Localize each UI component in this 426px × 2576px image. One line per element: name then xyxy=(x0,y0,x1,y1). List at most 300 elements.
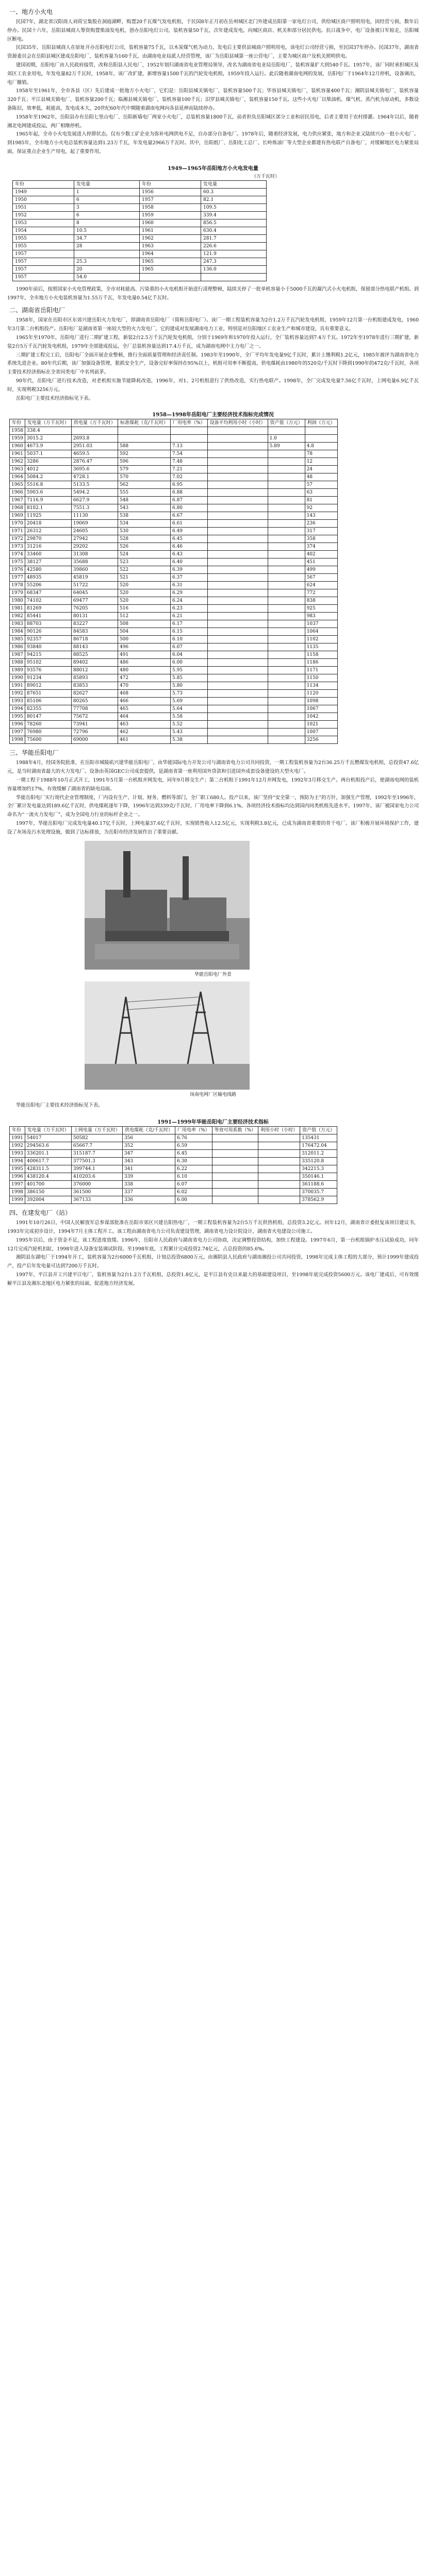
table-cell: 1965 xyxy=(140,265,201,273)
table-row xyxy=(10,582,338,589)
table-cell: 342215.3 xyxy=(300,1165,337,1173)
table-title: 1991—1999年华能岳阳电厂主要经济技术指标 xyxy=(157,1120,269,1126)
paragraph: 湘阴县东湖电厂于1994年开工，装机容量为2台6000千瓦机组，计划总投资6800万元，由湘阴县人民政府与湖南湘投公司共同投资，1998年完成主体工程的大部分，预计1999年建成投产，投产后年发电量可达到7200万千瓦时。 xyxy=(7,1255,419,1269)
table-cell: 92 xyxy=(305,504,337,512)
table-cell: 69477 xyxy=(71,597,118,605)
table-cell: 11130 xyxy=(71,512,118,520)
table-cell: 7.54 xyxy=(170,450,207,458)
table-cell: 1954 xyxy=(13,227,74,234)
table-row xyxy=(10,497,338,504)
table-cell: 7551.3 xyxy=(71,504,118,512)
table-cell: 34.7 xyxy=(74,234,140,242)
table-cell: 6.67 xyxy=(170,512,207,520)
table-cell: 85441 xyxy=(25,613,71,620)
table-cell xyxy=(212,1158,258,1165)
table-cell: 88143 xyxy=(71,643,118,651)
table-cell xyxy=(268,605,305,613)
table-cell xyxy=(212,1134,258,1142)
table-cell: 1134 xyxy=(305,682,337,690)
table-row xyxy=(10,605,338,613)
table-cell: 87651 xyxy=(25,690,71,698)
table-cell: 5.58 xyxy=(170,713,207,721)
table-cell xyxy=(207,628,268,636)
table-cell xyxy=(258,1165,300,1173)
table-cell xyxy=(212,1173,258,1181)
huaneng-indicator-table xyxy=(9,1126,337,1204)
table-cell xyxy=(258,1158,300,1165)
table-header-cell: 发电量 xyxy=(201,180,267,188)
table-cell xyxy=(268,651,305,659)
table-cell: 1007 xyxy=(305,728,337,736)
table-cell: 80265 xyxy=(71,698,118,705)
table-cell xyxy=(212,1189,258,1196)
table-cell: 2693.8 xyxy=(71,435,118,443)
table-cell: 6.31 xyxy=(170,582,207,589)
table-header-cell: 厂用电率（%） xyxy=(175,1127,212,1134)
table-cell: 19069 xyxy=(71,520,118,528)
table-cell: 1021 xyxy=(305,721,337,728)
table-cell: 3286 xyxy=(25,458,71,466)
table-cell: 6.07 xyxy=(170,643,207,651)
table-cell: 1968 xyxy=(10,504,25,512)
table-cell: 461 xyxy=(118,736,170,744)
table-cell: 339 xyxy=(122,1173,175,1181)
table-cell: 91234 xyxy=(25,674,71,682)
table-cell xyxy=(268,620,305,628)
table-cell xyxy=(268,582,305,589)
table-cell: 451 xyxy=(305,558,337,566)
table-cell: 143 xyxy=(305,512,337,520)
table-row xyxy=(10,667,338,674)
table-cell: 504 xyxy=(118,628,170,636)
section-title-under-construction: 四、在建发电厂（站） xyxy=(9,1209,72,1217)
table-cell: 6.61 xyxy=(170,520,207,528)
table-row xyxy=(10,450,338,458)
table-cell xyxy=(207,443,268,450)
table-cell: 1961 xyxy=(10,450,25,458)
transmission-photo xyxy=(85,981,250,1090)
table-cell: 6 xyxy=(74,196,140,204)
table-row xyxy=(13,227,267,234)
table-cell: 520 xyxy=(118,597,170,605)
table-cell: 925 xyxy=(305,605,337,613)
table-cell: 6.04 xyxy=(170,651,207,659)
table-cell xyxy=(118,427,170,435)
table-cell: 370035.7 xyxy=(300,1189,337,1196)
table-cell: 73941 xyxy=(71,721,118,728)
table-cell: 5.52 xyxy=(170,721,207,728)
table-cell xyxy=(268,597,305,605)
table-cell: 4.8 xyxy=(305,443,337,450)
table-cell: 26312 xyxy=(25,528,71,535)
table-cell: 82355 xyxy=(25,705,71,713)
table-cell xyxy=(207,582,268,589)
table-cell: 1997 xyxy=(10,1181,25,1189)
table-cell: 1980 xyxy=(10,597,25,605)
paragraph: 民国7年，湖北省汉阳商人刘荷宝集股在洞庭湖畔，购置20千瓦煤气发电机组，于民国8年正月初在岳州城区北门外建成岳阳第一家电灯公司，供给城区商户照明用电，因经营亏损，数年后停办。民国十六年，岳阳县城商人筹资购置柴油发电机，创办岳阳电灯公司，装机容量50千瓦，次年建成发电，向城区商店、机关和部分居民供电。抗日战争中，电厂设备被日军掠走，岳阳城区断电。 xyxy=(7,19,419,42)
paragraph: 1965年至1970年，岳阳电厂进行二期扩建工程，新装2台2.5万千瓦汽轮发电机组，分别于1969年和1970年投入运行，全厂装机容量达到7.4万千瓦。1972年至1978年进行三期扩建，新装2台5万千瓦汽轮发电机组，1979年全部建成投运，全厂总装机容量达到17.4万千瓦，成为湖南电网中主力电厂之一。 xyxy=(7,334,419,349)
table-cell: 63 xyxy=(305,489,337,497)
table-cell: 72796 xyxy=(71,728,118,736)
table-cell: 1979 xyxy=(10,589,25,597)
table-row xyxy=(10,721,338,728)
paragraph: 1997年，华能岳阳电厂完成发电量40.17亿千瓦时，上网电量37.6亿千瓦时，实现销售收入12.5亿元，实现利税3.8亿元，已成为湖南省重要的骨干电厂。该厂积极开展环境保护工作，建设了灰场及污水处理设施，做到了达标排放，为岳阳市经济发展作出了重要贡献。 xyxy=(7,820,419,835)
paragraph: 1958年至1961年，全市各县（区）先后建成一批地方小火电厂，它们是：岳阳县城关镇电厂，装机容量500千瓦；华容县城关镇电厂，装机容量400千瓦；湘阴县城关镇电厂，装机容量320千瓦；平江县城关镇电厂，装机容量200千瓦；临湘县城关镇电厂，装机容量100千瓦；汨罗县城关镇电厂，装机容量150千瓦。这些小火电厂以柴油机、煤气机、蒸汽机为原动机，多数设备陈旧，效率低，耗能高，发电成本大，20世纪60年代中期随着湖南电网向各县延伸而陆续停办。 xyxy=(7,88,419,111)
table-cell: 6.39 xyxy=(170,566,207,574)
table-row xyxy=(10,698,338,705)
table-cell: 386150 xyxy=(25,1189,71,1196)
table-cell xyxy=(140,273,201,281)
table-cell xyxy=(207,690,268,698)
table-row xyxy=(10,558,338,566)
table-row xyxy=(10,1158,337,1165)
table-cell: 570 xyxy=(118,473,170,481)
table-cell xyxy=(207,659,268,667)
table-cell: 83853 xyxy=(71,682,118,690)
table-cell: 521 xyxy=(118,574,170,582)
table-cell: 1991 xyxy=(10,1134,25,1142)
table-header-cell: 资产值（万元） xyxy=(300,1127,337,1134)
table-cell: 294563.6 xyxy=(25,1142,71,1150)
table-row xyxy=(10,1189,337,1196)
table-cell xyxy=(207,458,268,466)
table-cell: 356 xyxy=(122,1134,175,1142)
table-cell xyxy=(207,435,268,443)
table-cell xyxy=(207,481,268,489)
table-cell: 10.5 xyxy=(74,227,140,234)
table-cell xyxy=(268,574,305,582)
paragraph: 1997年，平江县开工兴建平江电厂，装机容量为2台1.2万千瓦机组，总投资1.8亿元，是平江县有史以来最大的基础建设项目，至1998年底完成投资5600万元。该电厂建成后，可有效缓解平江县及湘东北地区电力紧张的局面，促进地方经济发展。 xyxy=(7,1272,419,1286)
table-cell: 6.45 xyxy=(170,535,207,543)
table-cell: 350146.1 xyxy=(300,1173,337,1181)
table-cell: 516 xyxy=(118,605,170,613)
table-cell: 1962 xyxy=(10,458,25,466)
table-cell: 7116.9 xyxy=(25,497,71,504)
table-cell xyxy=(268,543,305,551)
table-cell: 51722 xyxy=(71,582,118,589)
table-cell: 522 xyxy=(118,566,170,574)
table-row xyxy=(10,1134,337,1142)
table-row xyxy=(13,242,267,250)
table-cell: 524 xyxy=(118,551,170,558)
table-cell: 1972 xyxy=(10,535,25,543)
table-cell xyxy=(268,721,305,728)
table-row xyxy=(10,589,338,597)
table-title: 1949—1965年岳阳地方小火电发电量 xyxy=(168,165,258,172)
table-cell: 1969 xyxy=(10,512,25,520)
table-title: 1958—1998年岳阳电厂主要经济技术指标完成情况 xyxy=(152,412,274,418)
table-cell xyxy=(207,721,268,728)
table-row xyxy=(10,659,338,667)
table-cell: 92357 xyxy=(25,636,71,643)
table-cell: 856.5 xyxy=(201,219,267,227)
table-row xyxy=(10,1196,337,1204)
table-cell: 7.13 xyxy=(170,443,207,450)
table-cell xyxy=(201,273,267,281)
table-cell: 462 xyxy=(118,728,170,736)
table-cell: 6.87 xyxy=(170,497,207,504)
table-cell: 57 xyxy=(305,481,337,489)
table-cell: 1042 xyxy=(305,713,337,721)
table-header-cell: 厂用电率（%） xyxy=(170,419,207,427)
table-row xyxy=(13,196,267,204)
table-cell: 5.89 xyxy=(268,443,305,450)
paragraph: 华能岳阳电厂实行现代企业管理制度，厂内设有生产、计划、财务、燃料等部门，全厂职工680人。投产以来，该厂坚持“安全第一，预防为主”的方针，加强生产管理，1992年至1996年，全厂累计发电量达到189.6亿千瓦时，供电煤耗逐年下降，1996年达到339克/千瓦时，厂用电率下降到6.1%，各项经济技术指标均达到国内同类机组先进水平。1997年，该厂被国家电力公司命名为“一流火力发电厂”，成为全国电力行业的标杆企业之一。 xyxy=(7,794,419,818)
table-cell xyxy=(207,489,268,497)
table-cell: 1960 xyxy=(140,219,201,227)
table-cell: 3256 xyxy=(305,736,337,744)
table-header-cell: 年份 xyxy=(140,180,201,188)
table-cell: 438120.4 xyxy=(25,1173,71,1181)
table-row xyxy=(13,250,267,258)
paragraph: 一期工程于1988年10月正式开工，1991年5月第一台机组并网发电，同年9月移交生产；第二台机组于1991年12月并网发电，1992年3月移交生产。两台机组投产后，使湖南电网的装机容量增加约17%，有效缓解了湖南省的缺电局面。 xyxy=(7,777,419,792)
table-cell: 31216 xyxy=(25,543,71,551)
table-cell: 90126 xyxy=(25,628,71,636)
table-cell: 8 xyxy=(74,219,140,227)
table-cell xyxy=(268,643,305,651)
table-cell: 89012 xyxy=(25,682,71,690)
table-cell: 12 xyxy=(305,458,337,466)
table-cell: 42580 xyxy=(25,566,71,574)
table-cell: 1994 xyxy=(10,1158,25,1165)
table-row xyxy=(10,713,338,721)
table-cell: 1999 xyxy=(10,1196,25,1204)
table-cell: 339.4 xyxy=(201,211,267,219)
table-cell: 520 xyxy=(118,582,170,589)
table-cell: 312011.2 xyxy=(300,1150,337,1158)
table-cell: 4673.9 xyxy=(25,443,71,450)
table-header-cell: 年份 xyxy=(13,180,74,188)
table-cell: 1952 xyxy=(13,211,74,219)
table-cell: 45819 xyxy=(71,574,118,582)
table-cell: 315187.7 xyxy=(71,1150,122,1158)
table-cell: 1965 xyxy=(10,481,25,489)
table-cell: 38127 xyxy=(25,558,71,566)
table-cell: 1 xyxy=(74,188,140,196)
table-cell xyxy=(207,736,268,744)
yueyang-plant-indicator-table xyxy=(9,419,338,744)
table-header-cell: 发电量（万千瓦时） xyxy=(25,419,71,427)
paragraph: 1958年，国家在岳阳市区东郊兴建岳阳火力发电厂，即湖南省岳阳电厂（简称岳阳电厂）。该厂一期工程装机容量为2台1.2万千瓦汽轮发电机组，1959年12月第一台机组建成发电，1960年3月第二台机组投产。岳阳电厂是湖南省第一座较大型的火力发电厂，它的建成对发展湖南电力工业，特别是对岳阳地区工农业生产和城市建设，具有重要意义。 xyxy=(7,317,419,332)
table-row xyxy=(10,597,338,605)
table-cell: 75600 xyxy=(25,736,71,744)
table-cell: 538 xyxy=(118,512,170,520)
table-cell: 4659.5 xyxy=(71,450,118,458)
table-cell: 465 xyxy=(118,705,170,713)
table-row xyxy=(13,234,267,242)
table-cell: 1963 xyxy=(140,242,201,250)
table-cell: 1998 xyxy=(10,1189,25,1196)
table-cell: 82627 xyxy=(71,690,118,698)
table-cell xyxy=(207,450,268,458)
table-row xyxy=(10,1142,337,1150)
table-cell xyxy=(212,1142,258,1150)
table-cell xyxy=(268,636,305,643)
table-cell xyxy=(268,682,305,690)
table-cell: 1987 xyxy=(10,651,25,659)
table-cell: 1037 xyxy=(305,620,337,628)
table-cell: 491 xyxy=(118,651,170,659)
paragraph: 1991年10月26日，中国人民解放军总参谋部批准在岳阳市郊区兴建岳阳热电厂，一期工程装机容量为2台5万千瓦供热机组，总投资3.2亿元。同年12月，湖南省计委批复该项目建议书，1993年完成初步设计，1994年7月主体工程开工。该工程由湖南省电力公司负责建设管理，湖南省电力设计院设计，湖南省火电建设公司施工。 xyxy=(7,1220,419,1235)
table-cell xyxy=(207,597,268,605)
table-cell xyxy=(118,435,170,443)
table-cell: 6.80 xyxy=(170,504,207,512)
table-cell: 88703 xyxy=(25,620,71,628)
table-cell: 176472.04 xyxy=(300,1142,337,1150)
table-cell: 428311.5 xyxy=(25,1165,71,1173)
table-row xyxy=(10,736,338,744)
table-cell: 4012 xyxy=(25,466,71,473)
table-cell: 480 xyxy=(118,667,170,674)
table-cell: 25.3 xyxy=(74,258,140,265)
table-header-cell: 标准煤耗（克/千瓦时） xyxy=(118,419,170,427)
table-cell: 281.7 xyxy=(201,234,267,242)
table-cell: 80131 xyxy=(71,613,118,620)
table-cell: 1974 xyxy=(10,551,25,558)
table-cell: 48935 xyxy=(25,574,71,582)
table-cell: 93840 xyxy=(25,643,71,651)
table-cell: 534 xyxy=(118,520,170,528)
table-cell: 31308 xyxy=(71,551,118,558)
table-cell: 48 xyxy=(305,473,337,481)
table-cell: 470 xyxy=(118,682,170,690)
table-row xyxy=(10,543,338,551)
paragraph: 华能岳阳电厂主要技术经济指标见下表。 xyxy=(15,1103,103,1109)
table-cell: 1971 xyxy=(10,528,25,535)
table-cell: 1981 xyxy=(10,605,25,613)
table-cell xyxy=(268,481,305,489)
table-row xyxy=(10,690,338,698)
transmission-illustration xyxy=(85,981,250,1090)
table-cell: 1982 xyxy=(10,613,25,620)
table-cell xyxy=(207,589,268,597)
table-cell: 5516.8 xyxy=(25,481,71,489)
table-row xyxy=(10,481,338,489)
table-cell xyxy=(268,512,305,520)
table-cell xyxy=(207,543,268,551)
table-cell: 29202 xyxy=(71,543,118,551)
paragraph: 岳阳电厂主要技术经济指标见下表。 xyxy=(15,395,93,401)
paragraph: 三期扩建工程完工后，岳阳电厂全面开展企业整顿，推行全面质量管理和经济责任制。1983年至1990年，全厂平均年发电量9亿千瓦时，累计上缴利税1.2亿元，1985年被评为湖南省电力系统先进企业。80年代后期，该厂加强设备管理，狠抓安全生产，设备完好率保持在95%以上，机组可用率不断提高，供电煤耗由1980年的520克/千瓦时下降到1990年的472克/千瓦时，各项主要技术经济指标在全省同类电厂中名列前茅。 xyxy=(7,352,419,376)
table-cell: 392004 xyxy=(25,1196,71,1204)
table-cell: 76980 xyxy=(25,728,71,736)
table-cell: 472 xyxy=(118,674,170,682)
table-cell xyxy=(207,566,268,574)
table-cell: 109.5 xyxy=(201,204,267,211)
table-cell xyxy=(268,674,305,682)
table-cell: 5.80 xyxy=(170,682,207,690)
table-cell xyxy=(212,1165,258,1173)
table-cell: 121.9 xyxy=(201,250,267,258)
table-cell: 343 xyxy=(122,1158,175,1165)
table-cell: 68347 xyxy=(25,589,71,597)
table-cell: 335120.8 xyxy=(300,1158,337,1165)
table-cell: 6.40 xyxy=(170,558,207,566)
table-cell: 1957 xyxy=(13,273,74,281)
table-cell: 1996 xyxy=(10,1173,25,1181)
table-cell xyxy=(212,1181,258,1189)
table-cell xyxy=(207,427,268,435)
table-cell: 3 xyxy=(74,204,140,211)
table-cell: 1998 xyxy=(10,736,25,744)
paragraph: 民国35年，岳阳县城商人在原址开办岳阳电灯公司，装机容量75千瓦，以木炭煤气机为动力，发电后主要供县城商户照明用电，该电灯公司经营亏损，至民国37年停办。民国37年，湖南省资源委员会在岳阳县城区建成岳阳电厂，装机容量为160千瓦，由湖南电业局派人经营管理，该厂为岳阳县城第一座公营电厂，主要为城区商户及机关照明供电。 xyxy=(7,45,419,60)
table-cell xyxy=(268,667,305,674)
table-cell: 361188.6 xyxy=(300,1181,337,1189)
table-row xyxy=(10,489,338,497)
table-cell xyxy=(207,636,268,643)
table-cell: 1992 xyxy=(10,1142,25,1150)
table-cell: 5.38 xyxy=(170,736,207,744)
table-cell: 88012 xyxy=(71,667,118,674)
table-cell: 400617.7 xyxy=(25,1158,71,1165)
table-cell: 1988 xyxy=(10,659,25,667)
table-cell xyxy=(258,1181,300,1189)
table-cell: 6.43 xyxy=(170,551,207,558)
table-cell: 236 xyxy=(305,520,337,528)
table-row xyxy=(10,1165,337,1173)
table-cell: 1958 xyxy=(140,204,201,211)
table-cell xyxy=(268,466,305,473)
table-cell: 486 xyxy=(118,659,170,667)
table-cell: 1962 xyxy=(140,234,201,242)
table-cell: 1992 xyxy=(10,690,25,698)
table-row xyxy=(13,265,267,273)
table-cell: 3695.6 xyxy=(71,466,118,473)
table-cell xyxy=(170,427,207,435)
table-row xyxy=(13,204,267,211)
paragraph: 1958年至1962年，岳阳县办有岳阳七里山电厂、岳阳新墙电厂两家小火电厂，总装机容量1800千瓦，前者担负岳阳城区部分工业和居民用电，后者主要用于农村排灌。1964年以后，随着湘北电网建成投运，两厂相继停机。 xyxy=(7,114,419,129)
table-cell xyxy=(207,674,268,682)
table-cell: 35688 xyxy=(71,558,118,566)
table-cell: 1120 xyxy=(305,690,337,698)
table-cell: 54017 xyxy=(25,1134,71,1142)
table-cell: 6.23 xyxy=(170,605,207,613)
table-cell: 1965 xyxy=(140,258,201,265)
table-row xyxy=(13,273,267,281)
table-header-cell: 供电量（万千瓦时） xyxy=(71,419,118,427)
table-cell: 1983 xyxy=(10,620,25,628)
table-cell: 630.4 xyxy=(201,227,267,234)
table-cell: 1150 xyxy=(305,674,337,682)
small-thermal-output-table xyxy=(12,180,267,281)
section-title-yueyang-plant: 二、湖南省岳阳电厂 xyxy=(9,307,65,314)
table-row xyxy=(10,1173,337,1181)
table-header-cell: 年份 xyxy=(10,1127,25,1134)
table-cell: 1098 xyxy=(305,698,337,705)
table-row xyxy=(10,458,338,466)
table-cell: 1993 xyxy=(10,1150,25,1158)
table-cell: 82.1 xyxy=(201,196,267,204)
table-cell: 530 xyxy=(118,528,170,535)
table-row xyxy=(13,188,267,196)
table-header-cell: 设备平均利用小时（小时） xyxy=(207,419,268,427)
table-cell: 85106 xyxy=(25,698,71,705)
table-cell: 6 xyxy=(74,211,140,219)
table-cell: 772 xyxy=(305,589,337,597)
table-row xyxy=(10,728,338,736)
table-cell: 463 xyxy=(118,721,170,728)
table-cell: 374 xyxy=(305,543,337,551)
table-cell xyxy=(268,458,305,466)
table-cell: 1951 xyxy=(13,204,74,211)
table-row xyxy=(10,520,338,528)
table-cell xyxy=(268,551,305,558)
table-cell: 1135 xyxy=(305,643,337,651)
table-cell xyxy=(74,250,140,258)
table-cell: 579 xyxy=(118,466,170,473)
table-row xyxy=(10,512,338,520)
table-row xyxy=(10,427,338,435)
